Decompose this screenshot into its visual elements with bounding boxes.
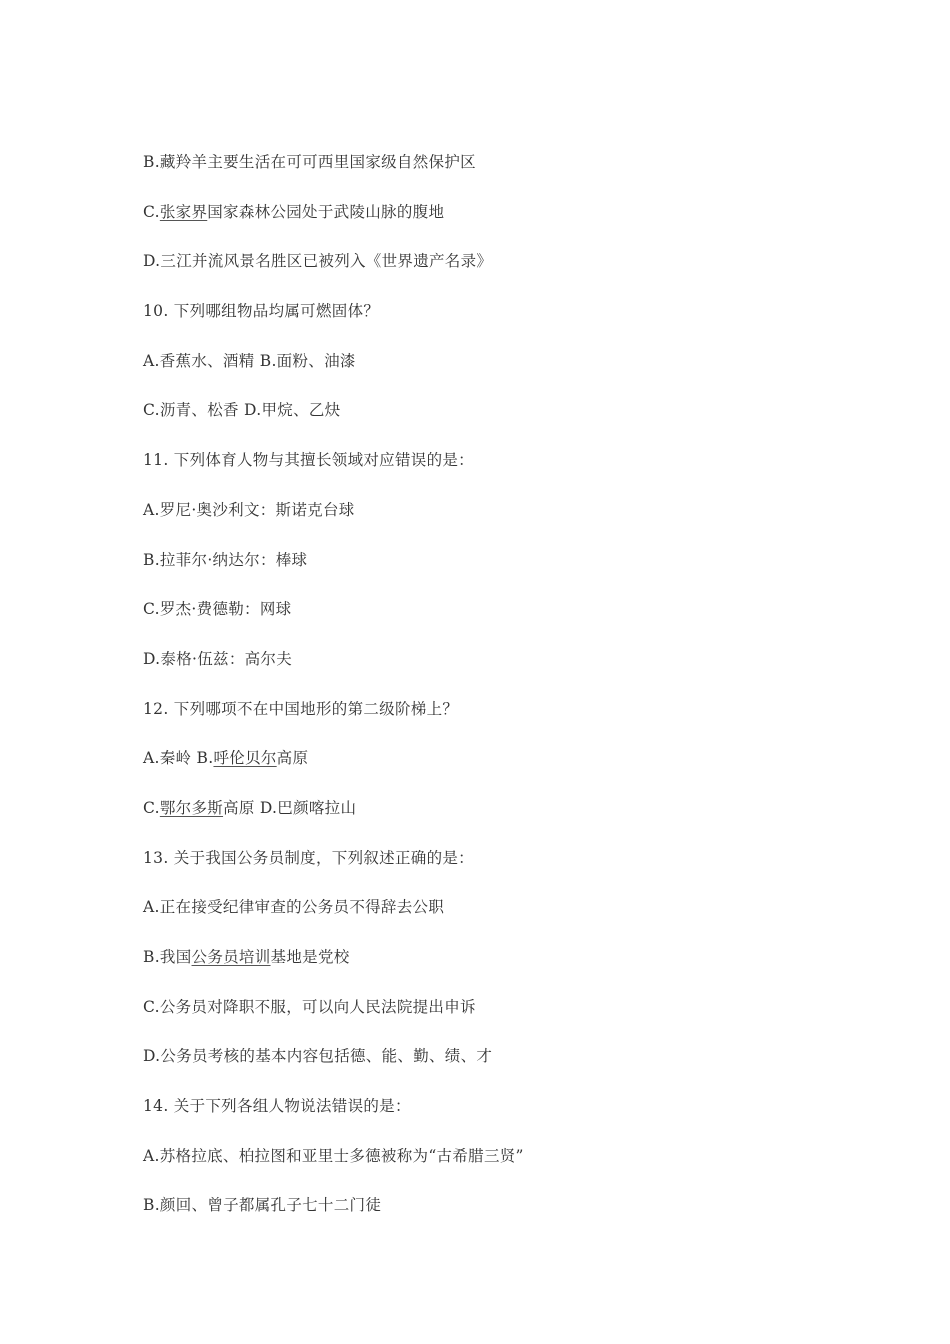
text-segment: 11. 下列体育人物与其擅长领域对应错误的是：	[143, 451, 474, 470]
text-line	[143, 347, 903, 397]
text-segment: A.香蕉水、酒精 B.面粉、油漆	[143, 351, 356, 370]
text-segment: 国家森林公园处于武陵山脉的腹地	[207, 202, 445, 221]
text-line	[143, 198, 903, 248]
text-segment: C.	[143, 202, 160, 221]
text-segment: D.公务员考核的基本内容包括德、能、勤、绩、才	[143, 1047, 493, 1066]
text-line	[143, 446, 903, 496]
text-segment: 10. 下列哪组物品均属可燃固体？	[143, 302, 380, 321]
text-line	[143, 844, 903, 894]
text-segment: A.秦岭 B.	[143, 749, 214, 768]
text-segment: 14. 关于下列各组人物说法错误的是：	[143, 1097, 411, 1116]
text-line	[143, 794, 903, 844]
text-segment: B.颜回、曾子都属孔子七十二门徒	[143, 1196, 382, 1215]
text-segment: 12. 下列哪项不在中国地形的第二级阶梯上？	[143, 699, 459, 718]
text-segment: C.罗杰·费德勒：网球	[143, 600, 292, 619]
underlined-link-text[interactable]: 鄂尔多斯	[159, 798, 224, 817]
text-line	[143, 695, 903, 745]
text-line	[143, 993, 903, 1043]
text-line	[143, 1092, 903, 1142]
document-body	[143, 148, 903, 1241]
text-line	[143, 546, 903, 596]
text-segment: D.泰格·伍兹：高尔夫	[143, 649, 293, 668]
text-line	[143, 893, 903, 943]
text-segment: 基地是党校	[270, 948, 350, 966]
underlined-link-text[interactable]: 呼伦贝尔	[213, 749, 277, 768]
text-line	[143, 1042, 903, 1092]
text-segment: 13. 关于我国公务员制度，下列叙述正确的是：	[143, 848, 474, 867]
text-segment: 高原 D.巴颜喀拉山	[223, 798, 357, 817]
text-line	[143, 943, 903, 993]
underlined-link-text[interactable]: 公务员培训	[191, 948, 271, 966]
text-line	[143, 247, 903, 297]
text-segment: B.我国	[143, 948, 192, 966]
text-line	[143, 1191, 903, 1241]
text-segment: C.沥青、松香 D.甲烷、乙炔	[143, 401, 341, 420]
text-line	[143, 744, 903, 794]
text-segment: B.拉菲尔·纳达尔：棒球	[143, 550, 308, 569]
text-line	[143, 396, 903, 446]
text-segment: B.藏羚羊主要生活在可可西里国家级自然保护区	[143, 153, 476, 171]
text-line	[143, 1142, 903, 1192]
text-segment: 高原	[276, 749, 309, 768]
text-line	[143, 297, 903, 347]
text-segment: C.	[143, 798, 160, 817]
text-line	[143, 148, 903, 198]
text-segment: C.公务员对降职不服，可以向人民法院提出申诉	[143, 997, 476, 1016]
text-line	[143, 496, 903, 546]
underlined-link-text[interactable]: 张家界	[159, 202, 208, 221]
text-segment: A.正在接受纪律审查的公务员不得辞去公职	[143, 898, 445, 917]
text-segment: A.苏格拉底、柏拉图和亚里士多德被称为“古希腊三贤”	[143, 1146, 524, 1165]
text-line	[143, 645, 903, 695]
text-segment: D.三江并流风景名胜区已被列入《世界遗产名录》	[143, 252, 493, 271]
text-segment: A.罗尼·奥沙利文：斯诺克台球	[143, 500, 355, 519]
text-line	[143, 595, 903, 645]
